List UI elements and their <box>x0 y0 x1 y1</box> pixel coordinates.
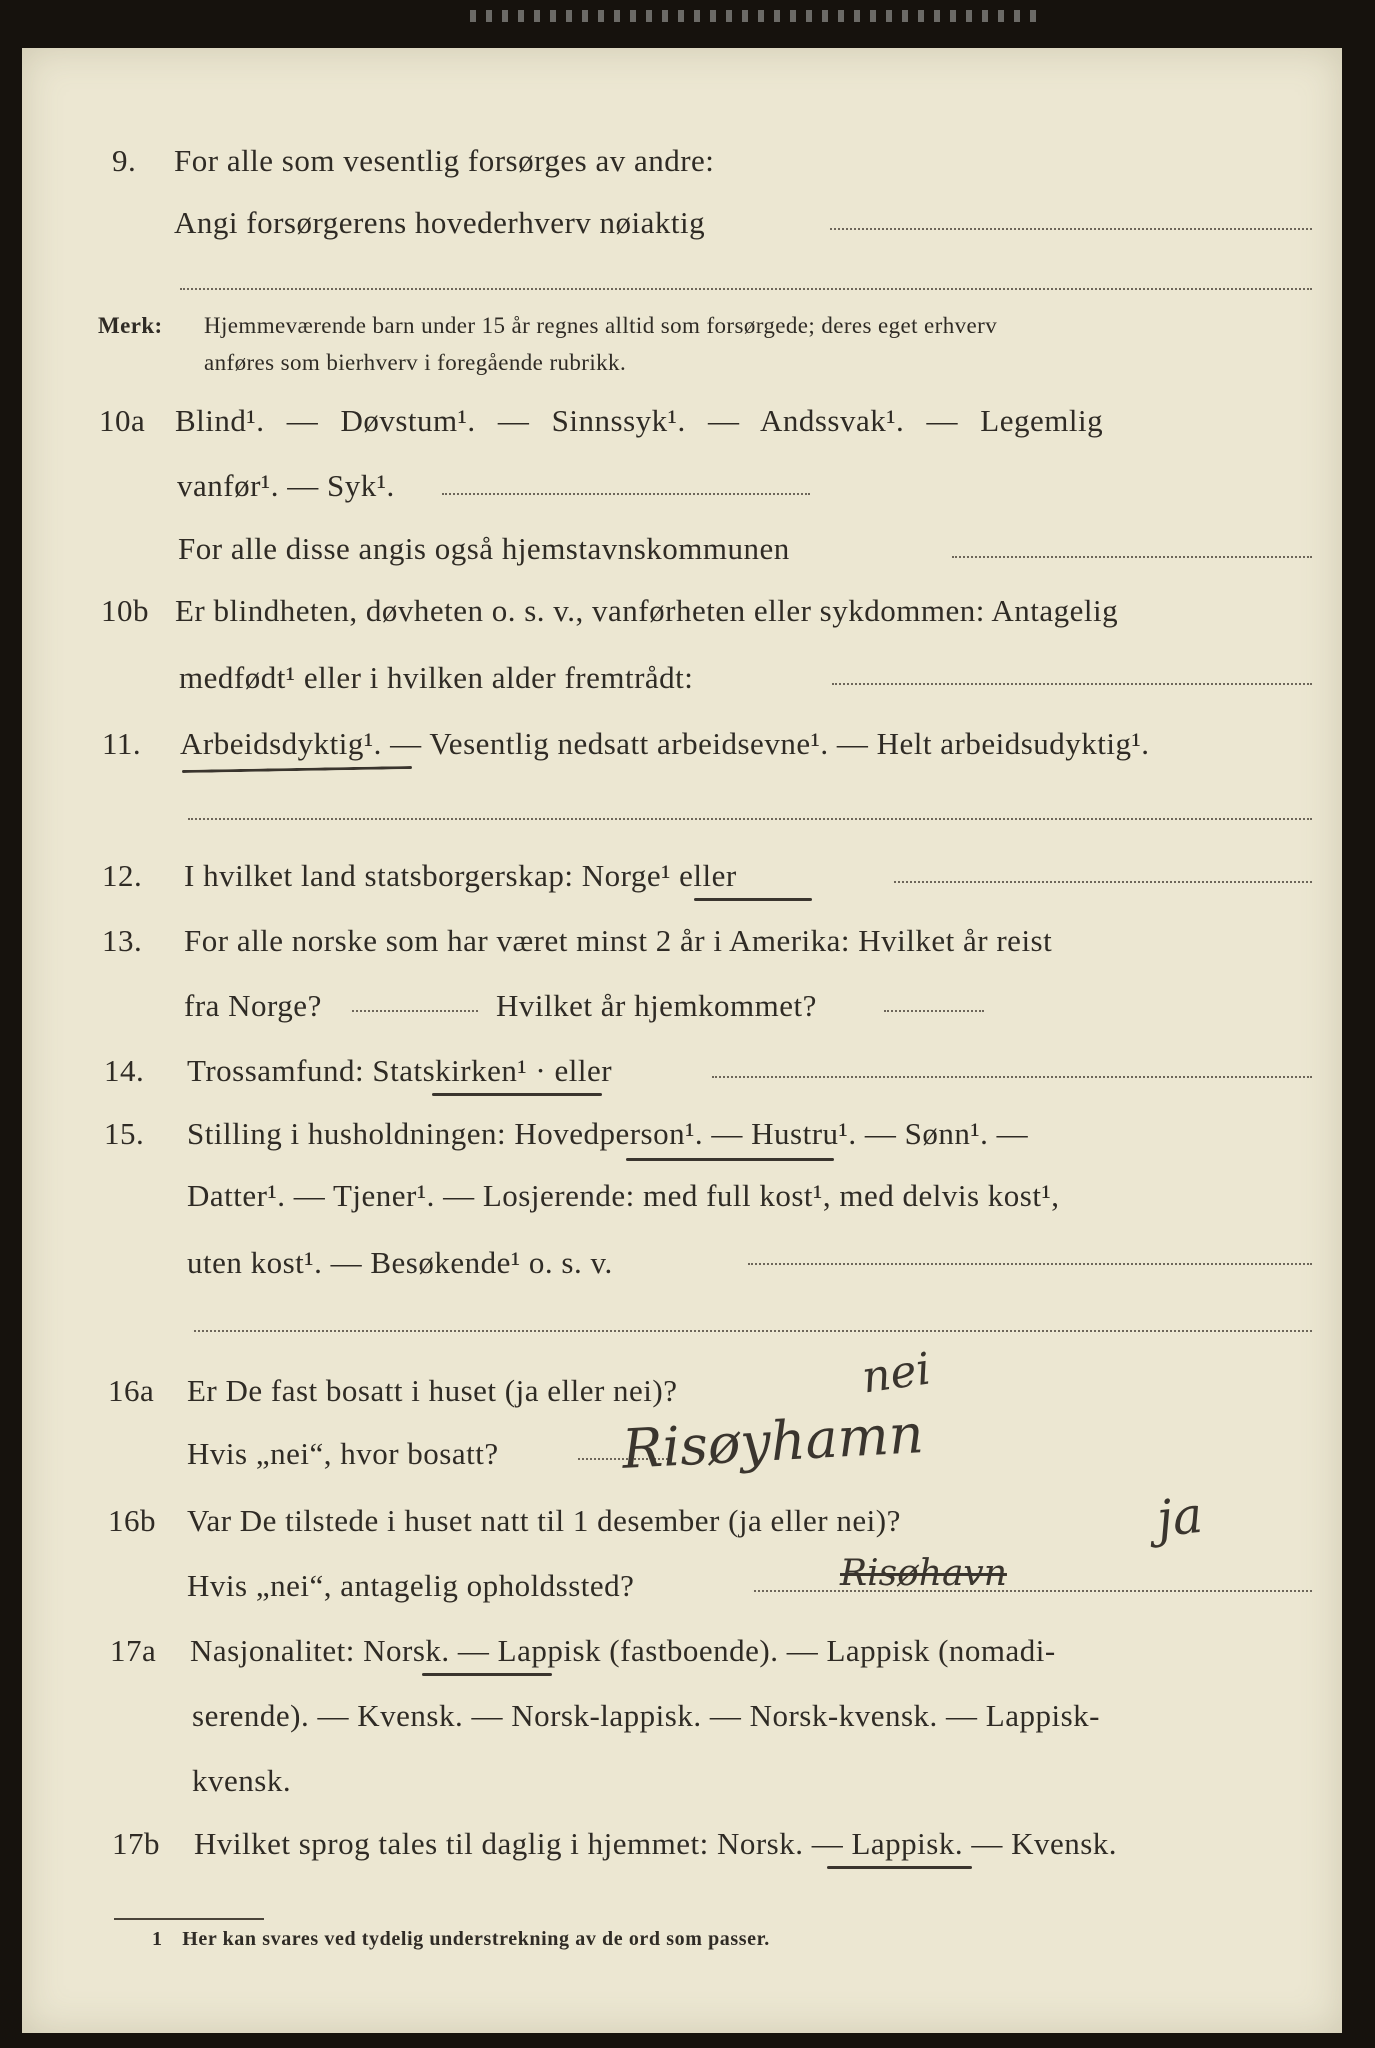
question-text-line1: Trossamfund: Statskirken¹ · eller <box>187 1053 613 1088</box>
question-text-line2: Angi forsørgerens hovederhverv nøiaktig <box>174 205 706 240</box>
question-text-line1: For alle norske som har været minst 2 år i Amerika: Hvilket år reist <box>184 923 1053 958</box>
scan-edge-marks <box>0 0 1375 40</box>
question-number: 13. <box>102 923 143 958</box>
underline-statskirken <box>432 1093 602 1096</box>
footnote <box>152 1928 770 1951</box>
question-text-line1: Var De tilstede i huset natt til 1 desember (ja eller nei)? <box>187 1503 901 1538</box>
footnote-rule <box>114 1918 264 1920</box>
question-number: 11. <box>102 726 142 761</box>
underline-norsk <box>422 1673 552 1676</box>
question-text-line2: serende). — Kvensk. — Norsk-lappisk. — Norsk-kvensk. — Lappisk- <box>192 1698 1100 1733</box>
footnote-mark: 1 <box>152 1928 163 1950</box>
handwritten-answer-ja: ja <box>1154 1485 1206 1549</box>
answer-line <box>830 228 1312 230</box>
answer-line <box>194 1330 1312 1332</box>
note-label: Merk: <box>98 313 163 338</box>
answer-line <box>754 1590 1312 1592</box>
question-number: 16a <box>108 1373 155 1408</box>
question-text-line1: For alle som vesentlig forsørges av andre: <box>174 143 715 178</box>
question-text-line2: Hvis „nei“, antagelig opholdssted? <box>187 1568 635 1603</box>
answer-line <box>352 1010 478 1012</box>
answer-line <box>884 1010 984 1012</box>
question-text-line1: I hvilket land statsborgerskap: Norge¹ eller <box>184 858 737 893</box>
underline-hovedperson <box>626 1158 834 1161</box>
footnote-text: Her kan svares ved tydelig understrekning av de ord som passer. <box>182 1928 770 1950</box>
question-text-line1: Blind¹. — Døvstum¹. — Sinnssyk¹. — Andssvak¹. — Legemlig <box>175 403 1104 438</box>
handwritten-struck-answer: Risøhavn <box>840 1553 1007 1594</box>
answer-line <box>442 493 810 495</box>
question-text-line1: Er blindheten, døvheten o. s. v., vanførheten eller sykdommen: Antagelig <box>175 593 1119 628</box>
question-text-line2b: Hvilket år hjemkommet? <box>496 988 817 1023</box>
question-text-line1: Hvilket sprog tales til daglig i hjemmet: Norsk. — Lappisk. — Kvensk. <box>194 1826 1118 1861</box>
underline-arbeidsdyktig <box>182 766 412 773</box>
question-text-line1: Er De fast bosatt i huset (ja eller nei)? <box>187 1373 678 1408</box>
answer-line <box>952 556 1312 558</box>
question-text-line2: medfødt¹ eller i hvilken alder fremtrådt: <box>179 660 694 695</box>
question-number: 14. <box>104 1053 145 1088</box>
question-text-line1: Nasjonalitet: Norsk. — Lappisk (fastboende). — Lappisk (nomadi- <box>190 1633 1056 1668</box>
answer-line <box>832 683 1312 685</box>
question-number: 17a <box>110 1633 157 1668</box>
question-number: 10b <box>101 593 149 628</box>
handwritten-answer-bosatt: Risøyhamn <box>620 1402 926 1481</box>
question-text-line2: Datter¹. — Tjener¹. — Losjerende: med full kost¹, med delvis kost¹, <box>187 1178 1060 1213</box>
question-text-line2a: fra Norge? <box>184 988 322 1023</box>
question-number: 9. <box>112 143 137 178</box>
answer-line <box>180 288 1312 290</box>
question-text-line3: kvensk. <box>192 1763 292 1798</box>
question-text-line2: vanfør¹. — Syk¹. <box>177 468 395 503</box>
census-form-page <box>22 48 1342 2033</box>
answer-line <box>712 1076 1312 1078</box>
answer-line <box>188 818 1312 820</box>
question-text-line2: Hvis „nei“, hvor bosatt? <box>187 1436 499 1471</box>
question-text-line3: For alle disse angis også hjemstavnskommunen <box>178 531 790 566</box>
question-number: 12. <box>102 858 143 893</box>
underline-norge <box>694 898 812 901</box>
answer-line <box>748 1263 1312 1265</box>
question-number: 15. <box>104 1116 145 1151</box>
answer-line <box>894 881 1312 883</box>
question-text-line1: Stilling i husholdningen: Hovedperson¹. — Hustru¹. — Sønn¹. — <box>187 1116 1029 1151</box>
note-text-line2: anføres som bierhverv i foregående rubrikk. <box>204 350 627 375</box>
question-text-line3: uten kost¹. — Besøkende¹ o. s. v. <box>187 1245 613 1280</box>
question-text-line1: Arbeidsdyktig¹. — Vesentlig nedsatt arbeidsevne¹. — Helt arbeidsudyktig¹. <box>180 726 1150 761</box>
question-number: 16b <box>108 1503 156 1538</box>
handwritten-answer-nei: nei <box>858 1343 934 1404</box>
note-text-line1: Hjemmeværende barn under 15 år regnes alltid som forsørgede; deres eget erhverv <box>204 313 998 338</box>
underline-norsk-sprog <box>827 1866 972 1869</box>
question-number: 17b <box>112 1826 160 1861</box>
question-number: 10a <box>99 403 146 438</box>
